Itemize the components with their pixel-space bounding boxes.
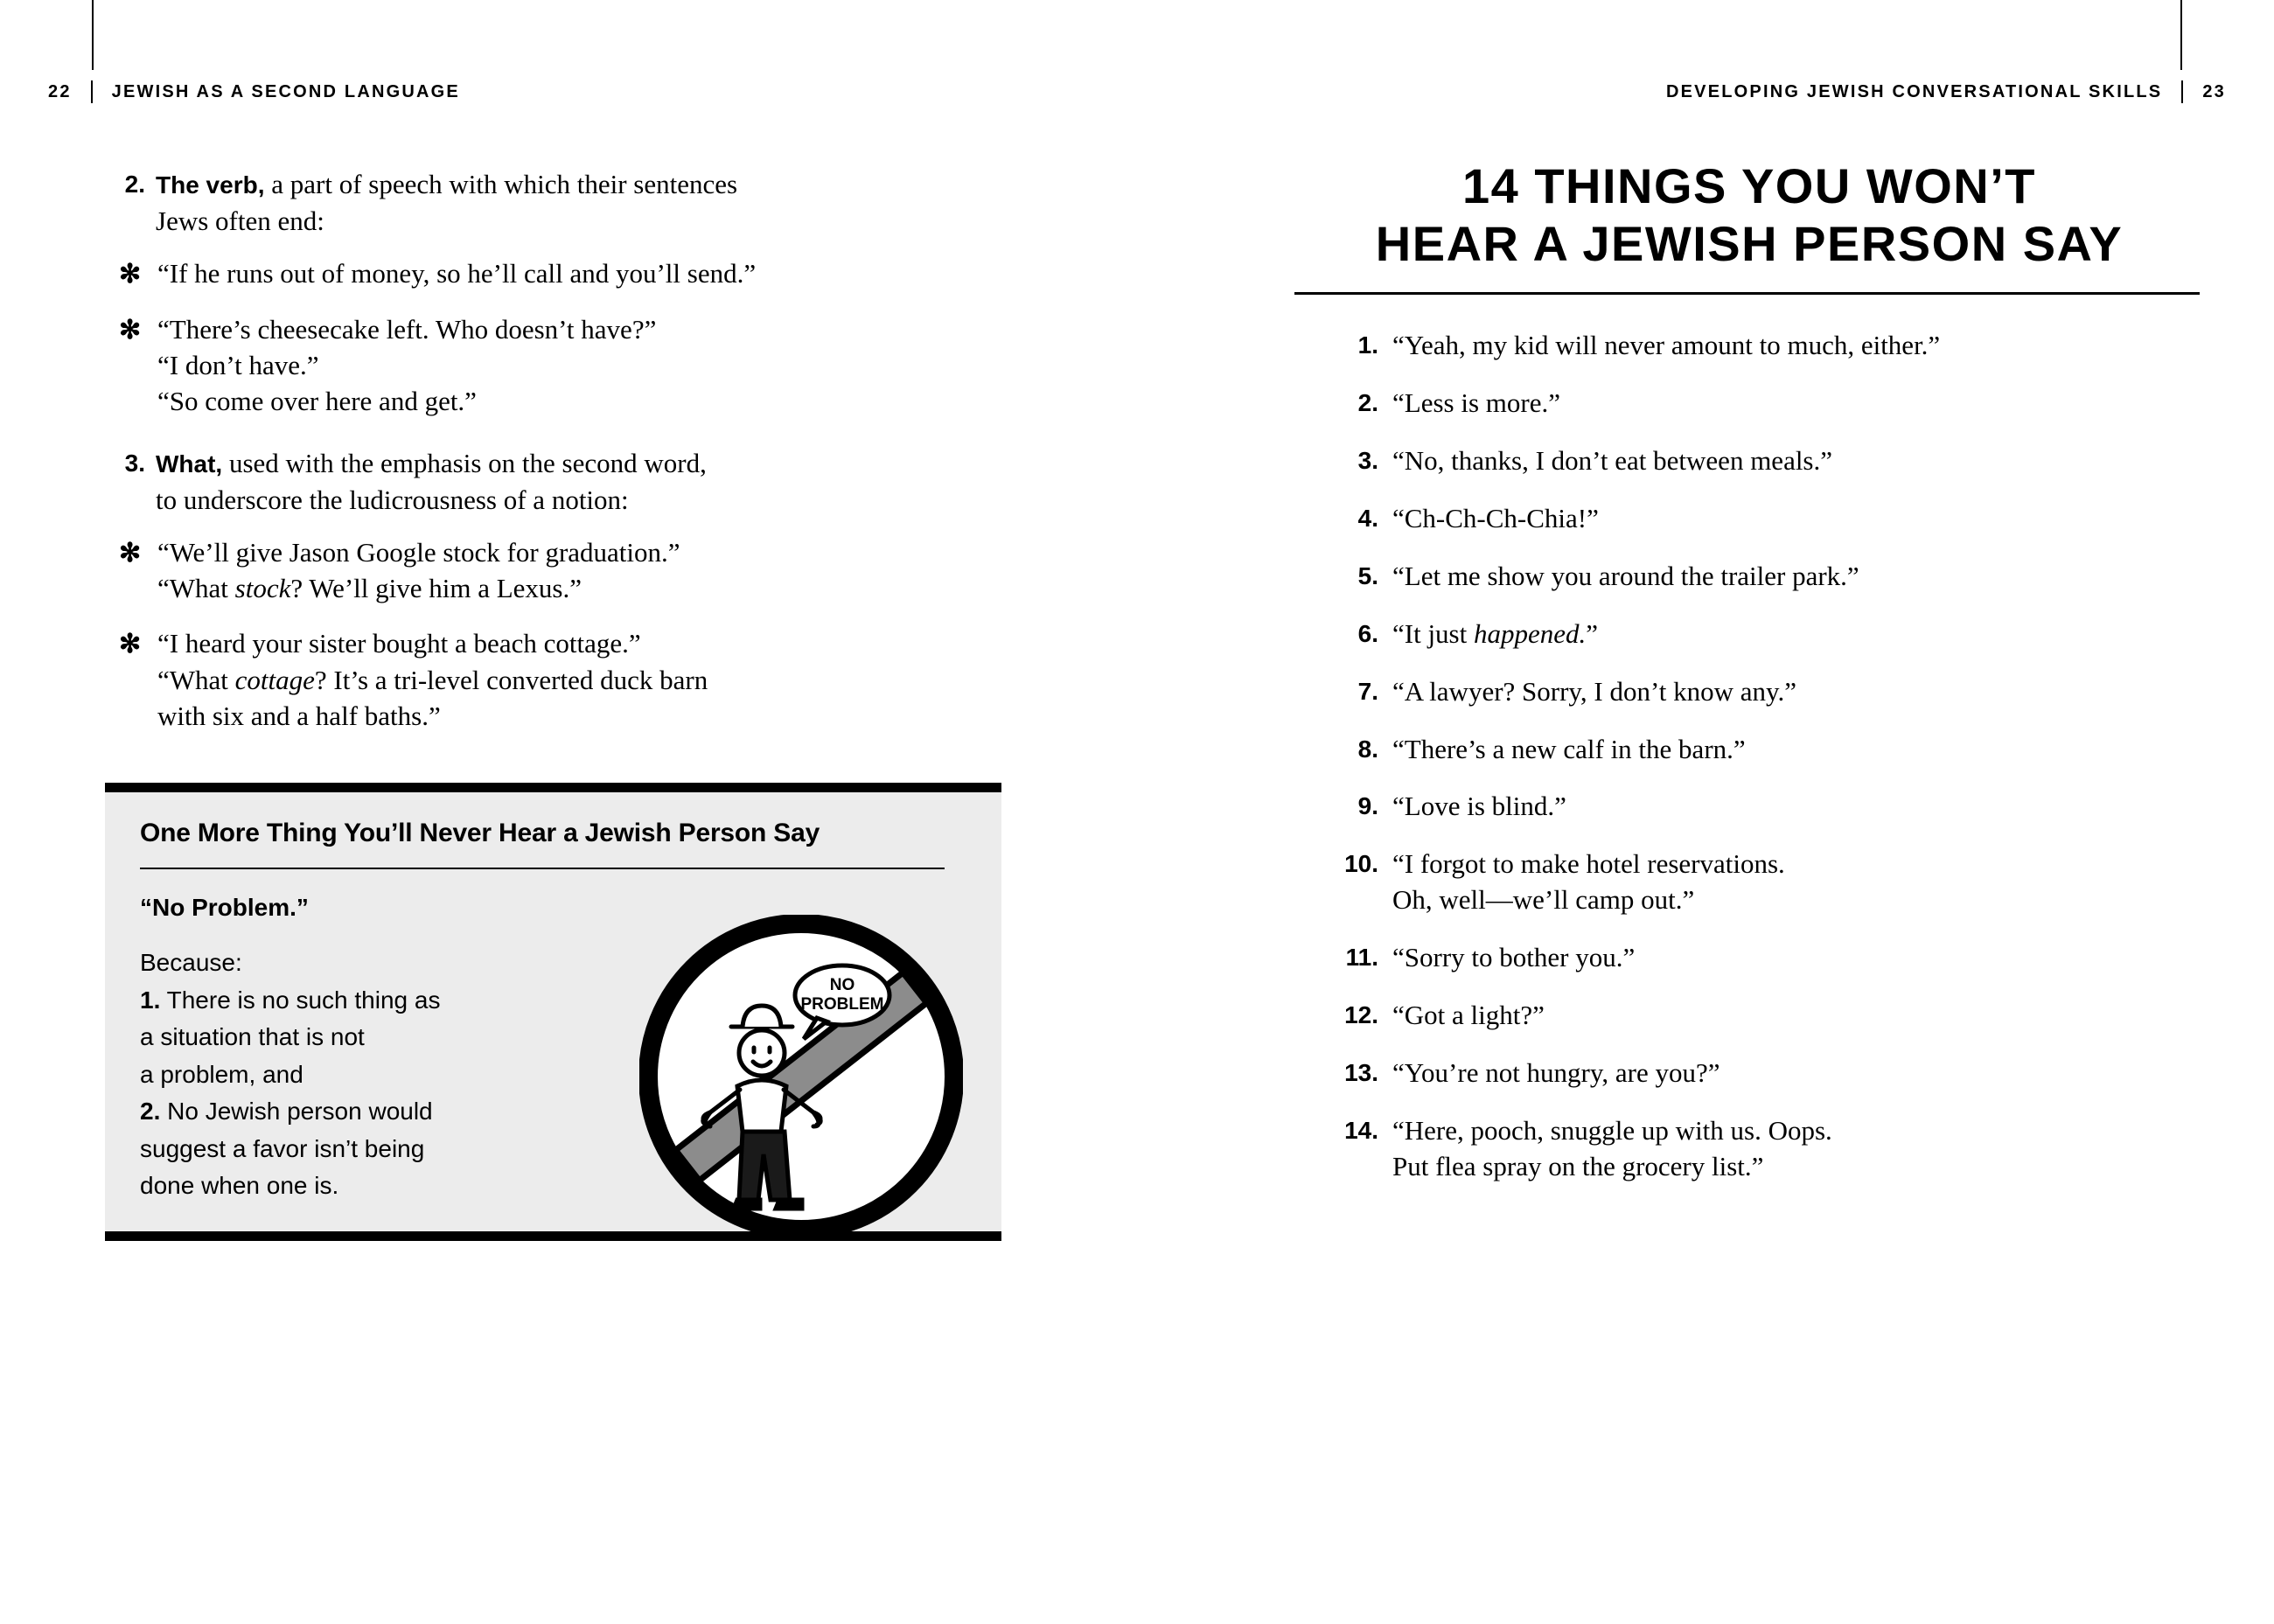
- asterisk-icon: ✻: [119, 630, 142, 659]
- list-item-text: “Ch-Ch-Ch-Chia!”: [1392, 502, 1599, 533]
- list-item-text: “Got a light?”: [1392, 1000, 1545, 1031]
- bullet-item: [105, 255, 1006, 292]
- list-item-number: 5.: [1357, 561, 1378, 589]
- numbered-item-head: [105, 445, 1006, 519]
- list-item-text: “Sorry to bother you.”: [1392, 942, 1636, 973]
- svg-text:NO: NO: [829, 976, 855, 995]
- right-page-content: [1294, 157, 2204, 1207]
- bullet-item: [105, 534, 1006, 606]
- folio-divider-right: [2181, 80, 2183, 103]
- asterisk-icon: ✻: [119, 538, 142, 568]
- list-item: [1294, 1113, 2204, 1185]
- list-item-number: 3.: [1357, 446, 1378, 474]
- list-item-number: 2.: [1357, 389, 1378, 417]
- list-item: [1294, 386, 2204, 422]
- bullet-text: “If he runs out of money, so he’ll call and you’ll send.”: [157, 257, 757, 289]
- bullet-list: [105, 255, 1006, 420]
- left-page-content: [105, 166, 1006, 1241]
- list-item: [1294, 789, 2204, 825]
- page-title-line2: HEAR A JEWISH PERSON SAY: [1375, 216, 2124, 272]
- bullet-text: “There’s cheesecake left. Who doesn’t have?” “I don’t have.” “So come over here and get.”: [157, 313, 657, 417]
- list-item-number: 9.: [1357, 792, 1378, 820]
- bullet-text: “I heard your sister bought a beach cottage.” “What cottage? It’s a tri-level converted duck barn with six and a half baths.”: [157, 628, 708, 731]
- folio-left: 22: [48, 81, 72, 101]
- page-title-line1: 14 THINGS YOU WON’T: [1462, 158, 2036, 213]
- list-item-text: “You’re not hungry, are you?”: [1392, 1056, 1720, 1088]
- numbered-item: [105, 445, 1006, 734]
- list-item-number: 7.: [1357, 677, 1378, 705]
- list-item-number: 13.: [1344, 1058, 1378, 1086]
- list-item-text: “Here, pooch, snuggle up with us. Oops. Put flea spray on the grocery list.”: [1392, 1114, 1832, 1181]
- running-head-left: [48, 80, 460, 103]
- list-item-text: “There’s a new calf in the barn.”: [1392, 733, 1746, 764]
- numbered-item-list: [105, 166, 1006, 734]
- sidebar-box: [105, 783, 1001, 1241]
- bullet-list: [105, 534, 1006, 734]
- running-head-left-text: JEWISH AS A SECOND LANGUAGE: [111, 81, 460, 101]
- folio-right: 23: [2202, 81, 2226, 101]
- list-item-text: “I forgot to make hotel reservations. Oh, well—we’ll camp out.”: [1392, 848, 1785, 916]
- item-body: [156, 445, 1006, 519]
- folio-divider-left: [91, 80, 93, 103]
- item-body: [156, 166, 1006, 240]
- list-item-text: “Love is blind.”: [1392, 791, 1566, 822]
- top-right-rule: [2180, 0, 2182, 70]
- list-item: [1294, 617, 2204, 652]
- list-item: [1294, 674, 2204, 710]
- item-number: 2.: [124, 171, 145, 198]
- item-line2: Jews often end:: [156, 205, 324, 236]
- item-line2: to underscore the ludicrousness of a notion:: [156, 484, 629, 516]
- title-rule: [1294, 292, 2200, 295]
- list-item: [1294, 443, 2204, 479]
- list-item-text: “A lawyer? Sorry, I don’t know any.”: [1392, 675, 1797, 707]
- list-item-text: “Yeah, my kid will never amount to much, either.”: [1392, 330, 1941, 361]
- sidebar-body-text: Because: 1. There is no such thing as a situation that is not a problem, and 2. No Jewish person would suggest a favor isn’t being done when one is.: [140, 949, 441, 1200]
- list-item: [1294, 328, 2204, 364]
- list-item: [1294, 998, 2204, 1034]
- list-item-number: 14.: [1344, 1116, 1378, 1144]
- sidebar-title: One More Thing You’ll Never Hear a Jewish Person Say: [140, 819, 820, 848]
- list-item: [1294, 732, 2204, 768]
- asterisk-icon: ✻: [119, 259, 142, 289]
- list-item: [1294, 847, 2204, 918]
- list-item: [1294, 559, 2204, 595]
- list-item: [1294, 1056, 2204, 1091]
- bullet-item: [105, 311, 1006, 420]
- no-problem-cartoon-icon: [639, 915, 963, 1238]
- top-left-rule: [92, 0, 94, 70]
- list-item: [1294, 501, 2204, 537]
- sidebar-rule: [140, 868, 945, 869]
- list-item: [1294, 940, 2204, 976]
- page-title: [1294, 157, 2204, 273]
- item-line1: The verb, a part of speech with which their sentences: [156, 169, 738, 199]
- sidebar-quote: “No Problem.”: [140, 894, 309, 922]
- list-item-number: 4.: [1357, 504, 1378, 532]
- list-item-number: 12.: [1344, 1001, 1378, 1029]
- list-item-number: 8.: [1357, 735, 1378, 763]
- numbered-quote-list: [1294, 328, 2204, 1185]
- svg-text:PROBLEM: PROBLEM: [800, 995, 884, 1014]
- list-item-text: “No, thanks, I don’t eat between meals.”: [1392, 444, 1833, 476]
- list-item-text: “It just happened.”: [1392, 617, 1599, 649]
- list-item-number: 1.: [1357, 331, 1378, 359]
- item-number: 3.: [124, 450, 145, 477]
- list-item-text: “Less is more.”: [1392, 387, 1560, 419]
- list-item-number: 10.: [1344, 850, 1378, 878]
- numbered-item: [105, 166, 1006, 419]
- bullet-text: “We’ll give Jason Google stock for graduation.” “What stock? We’ll give him a Lexus.”: [157, 536, 680, 604]
- bullet-item: [105, 625, 1006, 734]
- list-item-number: 6.: [1357, 619, 1378, 647]
- asterisk-icon: ✻: [119, 315, 142, 345]
- numbered-item-head: [105, 166, 1006, 240]
- list-item-number: 11.: [1345, 944, 1378, 972]
- list-item-text: “Let me show you around the trailer park.”: [1392, 560, 1859, 591]
- running-head-right: [1666, 80, 2226, 103]
- running-head-right-text: DEVELOPING JEWISH CONVERSATIONAL SKILLS: [1666, 81, 2163, 101]
- item-line1: What, used with the emphasis on the second word,: [156, 448, 707, 479]
